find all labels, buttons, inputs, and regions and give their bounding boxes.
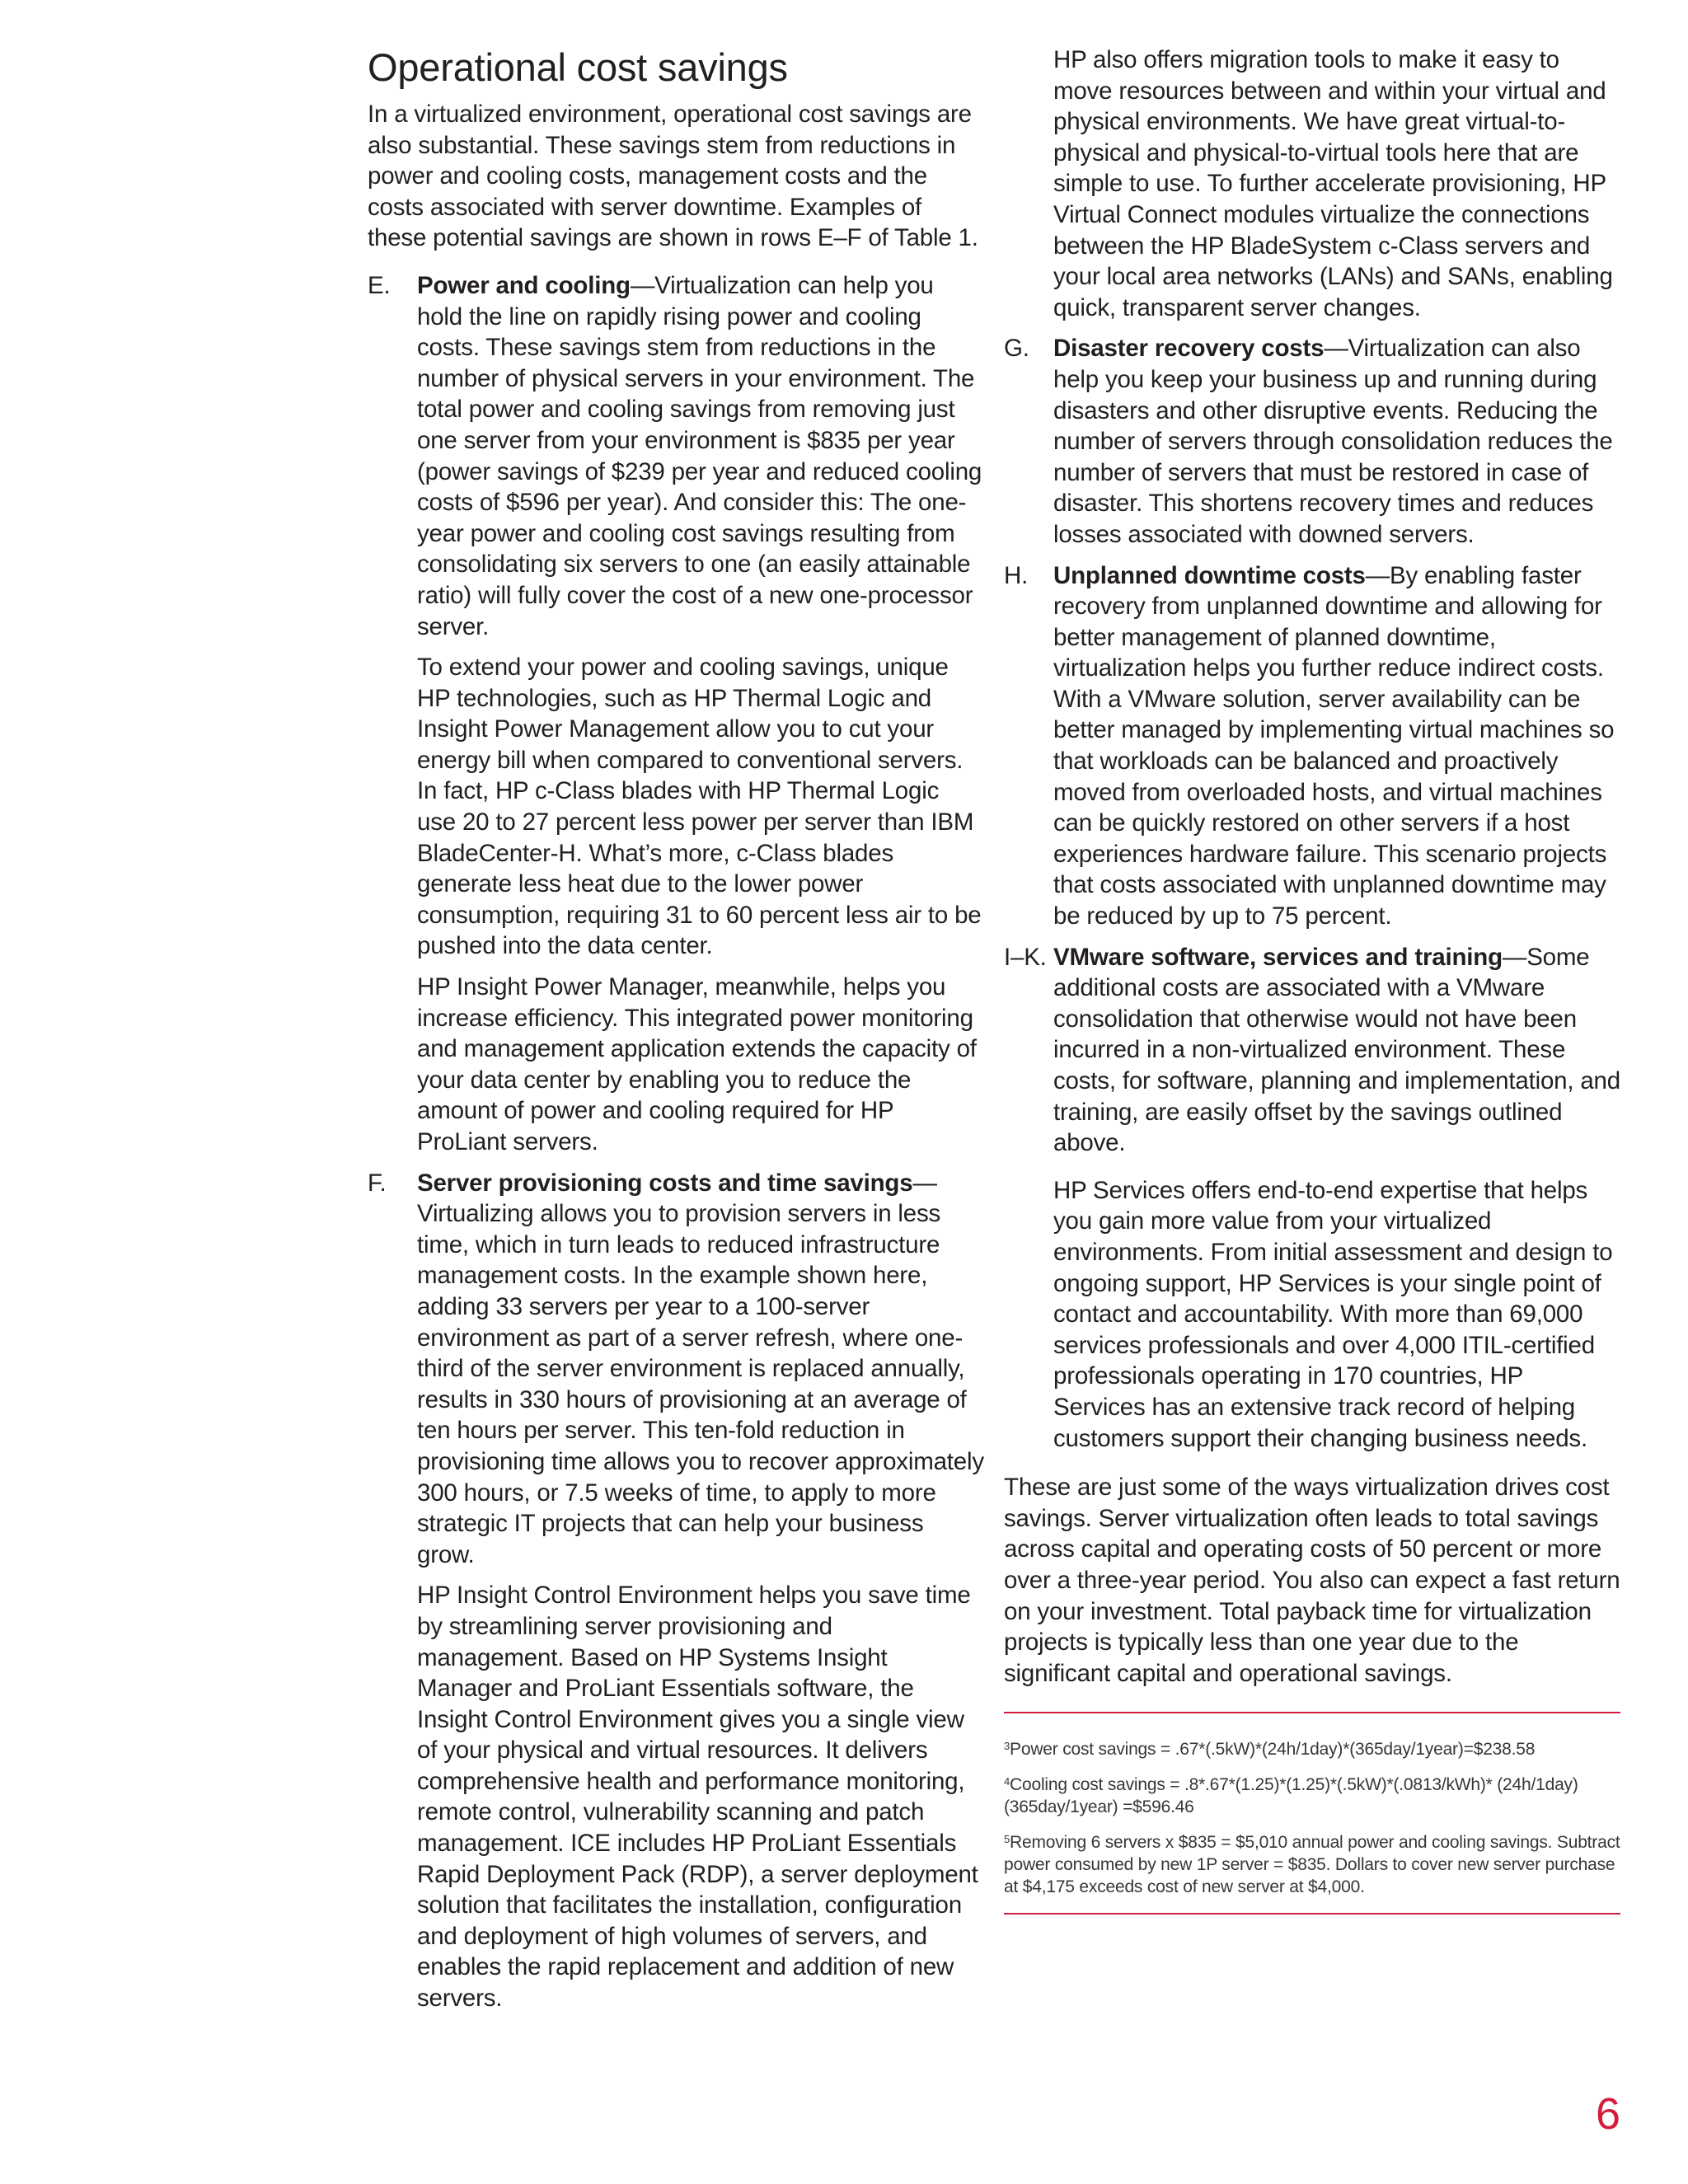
- list-item-g: [1004, 333, 1620, 550]
- item-body: [417, 270, 984, 1158]
- footnote-divider-top: [1004, 1712, 1620, 1713]
- item-paragraph: HP also offers migration tools to make it easy to move resources between and within your virtual and physical environments. We have great virtual-to-physical and physical-to-virtual tools here that are simple to use. To further accelerate provisioning, HP Virtual Connect modules virtualize the connections between the HP BladeSystem c-Class servers and your local area networks (LANs) and SANs, enabling quick, transparent server changes.: [1053, 46, 1613, 321]
- item-body: [417, 1168, 984, 2014]
- footnote-text: Cooling cost savings = .8*.67*(1.25)*(1.25)*(.5kW)*(.0813/kWh)* (24h/1day)(365day/1year) =$596.46: [1004, 1775, 1578, 1817]
- item-letter: G.: [1004, 335, 1029, 363]
- item-title: Unplanned downtime costs: [1053, 561, 1366, 589]
- page-number: 6: [1595, 2089, 1620, 2139]
- item-text: —Virtualization can help you hold the line on rapidly rising power and cooling costs. These savings stem from reductions in the number of physical servers in your environment. The total power and cooling savings from removing just one server from your environment is $835 per year (power savings of $239 per year and reduced cooling costs of $596 per year). And consider this: The one-year power and cooling cost savings resulting from consolidating six servers to one (an easily attainable ratio) will fully cover the cost of a new one-processor server.: [417, 271, 982, 640]
- item-letter: E.: [368, 271, 391, 299]
- item-title: VMware software, services and training: [1053, 943, 1503, 971]
- footnotes: [1004, 1735, 1620, 1898]
- conclusion-paragraph: These are just some of the ways virtualization drives cost savings. Server virtualization often leads to total savings across capital and operating costs of 50 percent or more over a three-year period. You also can expect a fast return on your investment. Total payback time for virtualization projects is typically less than one year due to the significant capital and operational savings.: [1004, 1474, 1620, 1687]
- item-paragraph: HP Insight Control Environment helps you save time by streamlining server provisioning and management. Based on HP Systems Insight Manager and ProLiant Essentials software, the Insight Control Environment gives you a single view of your physical and virtual resources. It delivers comprehensive health and performance monitoring, remote control, vulnerability scanning and patch management. ICE includes HP ProLiant Essentials Rapid Deployment Pack (RDP), a server deployment solution that facilitates the installation, configuration and deployment of high volumes of servers, and enables the rapid replacement and addition of new servers.: [417, 1582, 978, 2013]
- item-text: — Virtualizing allows you to provision servers in less time, which in turn leads to reduced infrastructure management costs. In the example shown here, adding 33 servers per year to a 100-server environment as part of a server refresh, where one-third of the server environment is replaced annually, results in 330 hours of provisioning at an average of ten hours per server. This ten-fold reduction in provisioning time allows you to recover approximately 300 hours, or 7.5 weeks of time, to apply to more strategic IT projects that can help your business grow.: [417, 1169, 984, 1568]
- left-column: [368, 45, 984, 2024]
- item-paragraph: [1053, 560, 1620, 932]
- item-title: Server provisioning costs and time savings: [417, 1169, 913, 1197]
- item-body: [1053, 942, 1620, 1455]
- list-item-ik: [1004, 942, 1620, 1455]
- item-text: —By enabling faster recovery from unplanned downtime and allowing for better management of planned downtime, virtualization helps you further reduce indirect costs. With a VMware solution, server availability can be better managed by implementing virtual machines so that workloads can be balanced and proactively moved from overloaded hosts, and virtual machines can be quickly restored on other servers if a host experiences hardware failure. This scenario projects that costs associated with unplanned downtime may be reduced by up to 75 percent.: [1053, 561, 1615, 930]
- footnote-number: 4: [1004, 1775, 1010, 1788]
- footnote-text: Power cost savings = .67*(.5kW)*(24h/1day)*(365day/1year)=$238.58: [1010, 1740, 1536, 1760]
- list-item-f-continued: [1004, 45, 1620, 323]
- footnote-number: 5: [1004, 1833, 1010, 1846]
- item-letter: H.: [1004, 561, 1029, 589]
- item-title: Disaster recovery costs: [1053, 335, 1325, 363]
- intro-paragraph: In a virtualized environment, operational cost savings are also substantial. These savings stem from reductions in power and cooling costs, management costs and the costs associated with server downtime. Examples of these potential savings are shown in rows E–F of Table 1.: [368, 101, 978, 252]
- right-column: [1004, 45, 1620, 1936]
- item-paragraph: HP Services offers end-to-end expertise that helps you gain more value from your virtualized environments. From initial assessment and design to ongoing support, HP Services is your single point of contact and accountability. With more than 69,000 services professionals and over 4,000 ITIL-certified professionals operating in 170 countries, HP Services has an extensive track record of helping customers support their changing business needs.: [1053, 1176, 1613, 1452]
- list-item-f: [368, 1168, 984, 2014]
- item-body: [1053, 333, 1620, 550]
- item-title: Power and cooling: [417, 271, 631, 299]
- item-paragraph: HP Insight Power Manager, meanwhile, helps you increase efficiency. This integrated power monitoring and management application extends the capacity of your data center by enabling you to reduce the amount of power and cooling required for HP ProLiant servers.: [417, 973, 977, 1155]
- item-body: [1053, 560, 1620, 932]
- footnote-text: Removing 6 servers x $835 = $5,010 annual power and cooling savings. Subtract power consumed by new 1P server = $835. Dollars to cover new server purchase at $4,175 exceeds cost of new server at $4,000.: [1004, 1833, 1620, 1897]
- list-item-h: [1004, 560, 1620, 932]
- item-letter: I–K.: [1004, 943, 1047, 971]
- footnote: [1004, 1770, 1620, 1818]
- footnote: [1004, 1828, 1620, 1898]
- item-paragraph: [417, 270, 984, 642]
- list-item-e: [368, 270, 984, 1158]
- item-text: —Some additional costs are associated with a VMware consolidation that otherwise would not have been incurred in a non-virtualized environment. These costs, for software, planning and implementation, and training, are easily offset by the savings outlined above.: [1053, 943, 1620, 1157]
- item-paragraph: [1053, 942, 1620, 1159]
- footnote-divider-bottom: [1004, 1913, 1620, 1915]
- item-text: —Virtualization can also help you keep your business up and running during disasters and other disruptive events. Reducing the number of servers through consolidation reduces the number of servers that must be restored in case of disaster. This shortens recovery times and reduces losses associated with downed servers.: [1053, 335, 1613, 548]
- footnote-number: 3: [1004, 1740, 1010, 1753]
- item-letter: F.: [368, 1169, 387, 1197]
- item-paragraph: To extend your power and cooling savings, unique HP technologies, such as HP Thermal Logic and Insight Power Management allow you to cut your energy bill when compared to conventional servers. In fact, HP c-Class blades with HP Thermal Logic use 20 to 27 percent less power per server than IBM BladeCenter-H. What’s more, c-Class blades generate less heat due to the lower power consumption, requiring 31 to 60 percent less air to be pushed into the data center.: [417, 654, 982, 960]
- item-paragraph: [417, 1168, 984, 1571]
- item-paragraph: [1053, 333, 1620, 550]
- footnote: [1004, 1735, 1620, 1760]
- section-heading: Operational cost savings: [368, 45, 788, 89]
